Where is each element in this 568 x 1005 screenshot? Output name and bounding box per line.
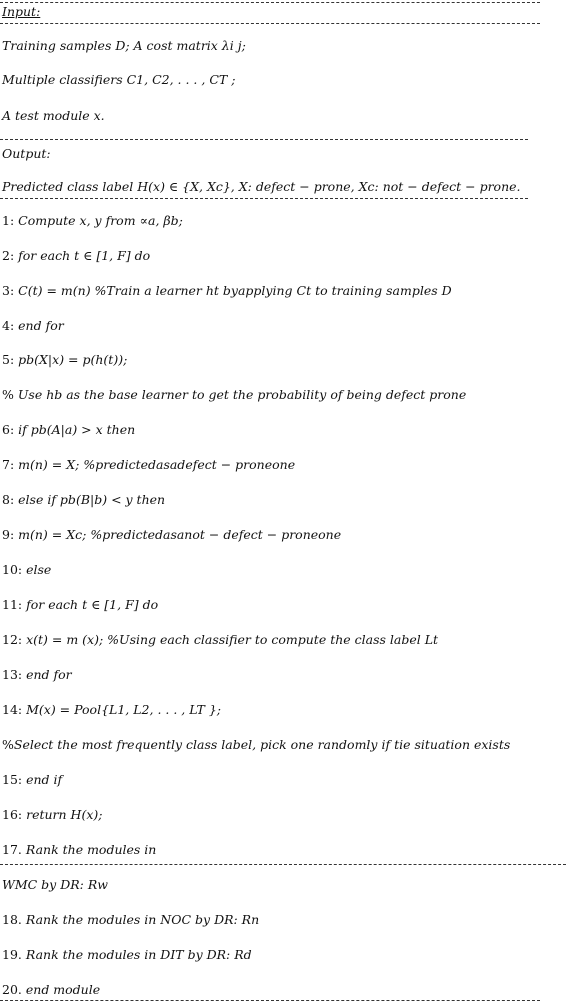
step-number: 10: <box>2 562 23 577</box>
algorithm-step <box>2 982 100 998</box>
step-text: C(t) = m(n) %Train a learner ht byapplying Ct to training samples D <box>18 283 452 298</box>
step-number: 18. <box>2 912 22 927</box>
step-number: 7: <box>2 457 15 472</box>
step-number: 15: <box>2 772 23 787</box>
algorithm-step <box>2 492 165 508</box>
step-number: 12: <box>2 632 23 647</box>
algorithm-comment <box>2 737 510 753</box>
step-text: M(x) = Pool{L1, L2, . . . , LT }; <box>26 702 221 717</box>
step-number: 20. <box>2 982 22 997</box>
output-line: Predicted class label H(x) ∈ {X, Xc}, X: defect − prone, Xc: not − defect − prone. <box>2 179 521 194</box>
separator <box>0 139 528 140</box>
step-text: Rank the modules in <box>25 842 157 857</box>
step-text: return H(x); <box>26 807 103 822</box>
step-text: pb(X|x) = p(h(t)); <box>18 352 128 367</box>
algorithm-step <box>2 807 102 823</box>
step-text: Rank the modules in DIT by DR: Rd <box>25 947 252 962</box>
separator <box>0 2 540 3</box>
comment-marker: % <box>2 387 14 402</box>
step-number: 6: <box>2 422 15 437</box>
step-number: 17. <box>2 842 22 857</box>
step-number: 16: <box>2 807 23 822</box>
step-text: x(t) = m (x); %Using each classifier to compute the class label Lt <box>26 632 439 647</box>
comment-marker: % <box>2 737 14 752</box>
step-number: 2: <box>2 248 15 263</box>
separator <box>0 864 566 865</box>
step-number: 11: <box>2 597 23 612</box>
algorithm-step <box>2 702 221 718</box>
step-number: 14: <box>2 702 23 717</box>
algorithm-comment <box>2 387 466 403</box>
separator <box>0 198 528 199</box>
step-text: else <box>26 562 52 577</box>
algorithm-step <box>2 318 64 334</box>
algorithm-step <box>2 632 438 648</box>
step-number: 19. <box>2 947 22 962</box>
step-text: WMC by DR: Rw <box>2 877 108 892</box>
step-number: 5: <box>2 352 15 367</box>
output-header: Output: <box>2 146 51 161</box>
step-text: for each t ∈ [1, F] do <box>18 248 151 263</box>
step-text: if pb(A|a) > x then <box>18 422 136 437</box>
step-number: 1: <box>2 213 15 228</box>
step-text: Select the most frequently class label, pick one randomly if tie situation exists <box>13 737 511 752</box>
algorithm-step <box>2 527 341 543</box>
separator <box>0 23 540 24</box>
algorithm-step <box>2 457 295 473</box>
algorithm-step <box>2 912 259 928</box>
input-line: Training samples D; A cost matrix λi j; <box>2 38 246 53</box>
step-text: end for <box>18 318 64 333</box>
algorithm-step <box>2 562 51 578</box>
step-number: 13: <box>2 667 23 682</box>
step-text: Use hb as the base learner to get the probability of being defect prone <box>17 387 467 402</box>
step-text: for each t ∈ [1, F] do <box>26 597 159 612</box>
algorithm-step <box>2 352 127 368</box>
algorithm-step <box>2 842 156 858</box>
step-text: m(n) = Xc; %predictedasanot − defect − proneone <box>18 527 342 542</box>
algorithm-step <box>2 248 150 264</box>
algorithm-step <box>2 597 158 613</box>
algorithm-step <box>2 772 62 788</box>
step-number: 4: <box>2 318 15 333</box>
algorithm-step <box>2 422 135 438</box>
input-line: A test module x. <box>2 108 105 123</box>
step-number: 8: <box>2 492 15 507</box>
step-text: m(n) = X; %predictedasadefect − proneone <box>18 457 296 472</box>
separator <box>0 1000 540 1001</box>
input-line: Multiple classifiers C1, C2, . . . , CT ; <box>2 72 236 87</box>
step-text: else if pb(B|b) < y then <box>18 492 166 507</box>
step-text: Compute x, y from ∝a, βb; <box>18 213 183 228</box>
algorithm-step <box>2 877 108 893</box>
algorithm-step <box>2 667 72 683</box>
algorithm-step <box>2 947 252 963</box>
input-header: Input: <box>2 4 41 19</box>
step-text: end module <box>25 982 101 997</box>
step-number: 3: <box>2 283 15 298</box>
algorithm-step <box>2 283 452 299</box>
step-text: end if <box>26 772 63 787</box>
step-text: end for <box>26 667 72 682</box>
algorithm-step <box>2 213 183 229</box>
step-number: 9: <box>2 527 15 542</box>
step-text: Rank the modules in NOC by DR: Rn <box>25 912 260 927</box>
